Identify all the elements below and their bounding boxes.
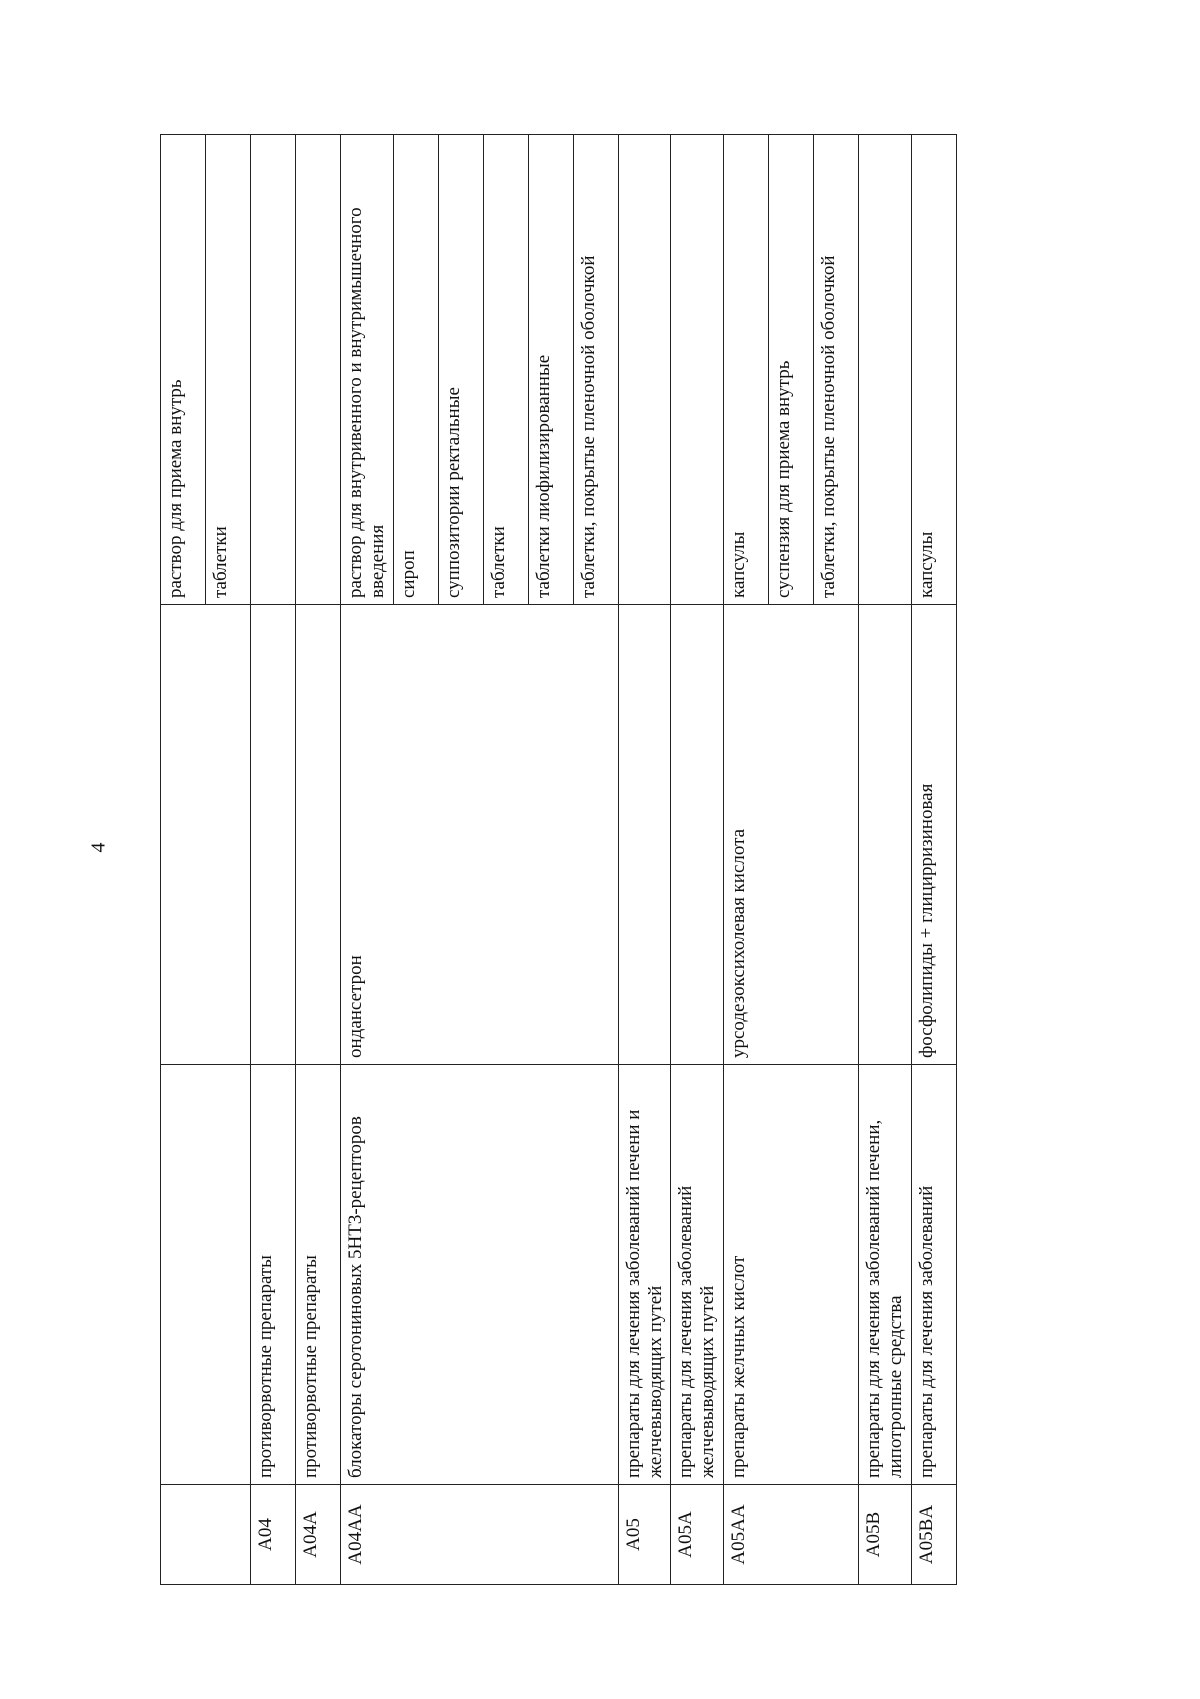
group-name-cell: противорвотные препараты [251,1065,296,1485]
atc-code-cell: A05 [618,1485,671,1585]
table-row [341,135,394,1585]
atc-code-cell: A05AA [724,1485,859,1585]
group-name-cell: препараты для лечения заболеваний желчевыводящих путей [671,1065,724,1485]
inn-cell: ондансетрон [341,605,619,1065]
group-name-cell: препараты для лечения заболеваний печени и желчевыводящих путей [618,1065,671,1485]
dosage-form-cell: капсулы [724,135,769,605]
inn-cell [161,605,251,1065]
dosage-form-cell: таблетки, покрытые пленочной оболочкой [814,135,859,605]
table-row [911,135,956,1585]
atc-code-cell: A05BA [911,1485,956,1585]
inn-cell [618,605,671,1065]
inn-cell: урсодезоксихолевая кислота [724,605,859,1065]
dosage-form-cell [859,135,912,605]
inn-cell [296,605,341,1065]
dosage-form-cell: раствор для приема внутрь [161,135,206,605]
dosage-form-cell: таблетки, покрытые пленочной оболочкой [573,135,618,605]
dosage-form-cell: таблетки лиофилизированные [528,135,573,605]
dosage-form-cell [618,135,671,605]
drug-table [160,134,957,1585]
table-row [296,135,341,1585]
group-name-cell [161,1065,251,1485]
atc-code-cell [161,1485,251,1585]
dosage-form-cell: капсулы [911,135,956,605]
group-name-cell: препараты для лечения заболеваний печени, липотропные средства [859,1065,912,1485]
table-row [859,135,912,1585]
dosage-form-cell: раствор для внутривенного и внутримышечного введения [341,135,394,605]
dosage-form-cell: суспензия для приема внутрь [769,135,814,605]
table-row [161,135,206,1585]
group-name-cell: противорвотные препараты [296,1065,341,1485]
table-row [724,135,769,1585]
table-row [251,135,296,1585]
group-name-cell: препараты для лечения заболеваний [911,1065,956,1485]
inn-cell [859,605,912,1065]
dosage-form-cell: таблетки [206,135,251,605]
group-name-cell: препараты желчных кислот [724,1065,859,1485]
page-number: 4 [87,842,110,853]
dosage-form-cell: таблетки [483,135,528,605]
table-rotator [160,135,957,1585]
dosage-form-cell [296,135,341,605]
group-name-cell: блокаторы серотониновых 5HT3-рецепторов [341,1065,619,1485]
atc-code-cell: A05B [859,1485,912,1585]
atc-code-cell: A05A [671,1485,724,1585]
inn-cell [251,605,296,1065]
inn-cell [671,605,724,1065]
table-row [671,135,724,1585]
atc-code-cell: A04AA [341,1485,619,1585]
dosage-form-cell [671,135,724,605]
dosage-form-cell [251,135,296,605]
atc-code-cell: A04A [296,1485,341,1585]
dosage-form-cell: суппозитории ректальные [438,135,483,605]
atc-code-cell: A04 [251,1485,296,1585]
inn-cell: фосфолипиды + глицирризиновая [911,605,956,1065]
table-row [618,135,671,1585]
dosage-form-cell: сироп [393,135,438,605]
